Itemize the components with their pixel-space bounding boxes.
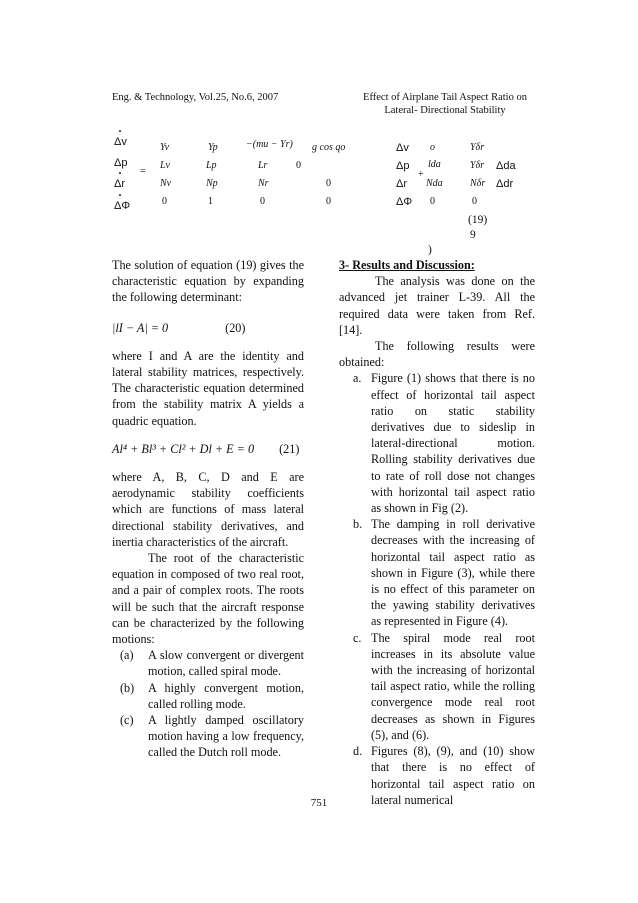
paragraph: The solution of equation (19) gives the characteristic equation by expanding the following determinant: — [112, 258, 304, 305]
list-item-text: Figure (1) shows that there is no effect of horizontal tail aspect ratio on static stability derivatives due to sideslip in lateral-directional motion. Rolling stability derivatives due to rate of roll dose not changes with horizontal tail aspect ratio as shown in Fig (2). — [371, 371, 535, 516]
list-item-text: The damping in roll derivative decreases with the increasing of horizontal tail aspect ratio as shown in Figure (3), while there is no effect of this parameter on the yawing stability derivatives as represented in Figure (4). — [371, 517, 535, 629]
list-item — [339, 370, 535, 516]
journal-header: Eng. & Technology, Vol.25, No.6, 2007 — [112, 92, 279, 103]
paragraph: where I and A are the identity and lateral stability matrices, respectively. The characteristic equation determined from the stability matrix A yields a quadric equation. — [112, 348, 304, 428]
plus-sign: + — [418, 169, 424, 180]
state-vector-entry: ΔΦ — [396, 196, 413, 208]
control-matrix-cell: Yδr — [470, 160, 485, 171]
rudder-input: Δdr — [496, 178, 514, 190]
list-item — [112, 712, 304, 761]
list-marker: (a) — [120, 648, 134, 663]
matrix-cell: 0 — [296, 160, 301, 171]
matrix-cell: Lp — [206, 160, 217, 171]
page-number: 751 — [310, 797, 328, 809]
matrix-cell: 0 — [162, 196, 167, 207]
control-matrix-cell: Yδr — [470, 142, 485, 153]
matrix-cell: Yp — [208, 142, 218, 153]
results-list — [339, 370, 535, 807]
matrix-cell: 0 — [326, 178, 331, 189]
list-marker: (c) — [120, 713, 134, 728]
list-marker: a. — [353, 371, 362, 386]
derivative-dot: · — [118, 188, 123, 202]
paragraph: The root of the characteristic equation in composed of two real root, and a pair of complex roots. The roots will be such that the aircraft response can be characterized by the following motions: — [112, 551, 304, 647]
list-item-text: A lightly damped oscillatory motion having a low frequency, called the Dutch roll mode. — [148, 713, 304, 760]
equation-text: |lI − A| = 0 — [112, 320, 169, 335]
control-matrix-cell: lda — [428, 159, 441, 170]
lhs-dr: Δr — [114, 178, 126, 190]
motion-list — [112, 647, 304, 760]
equation-text: Al⁴ + Bl³ + Cl² + Dl + E = 0 — [112, 441, 255, 456]
section-heading: 3- Results and Discussion: — [339, 258, 475, 272]
state-vector-entry: Δr — [396, 178, 408, 190]
matrix-cell: g cos qo — [312, 142, 346, 153]
lhs-dphi: ΔΦ — [114, 200, 131, 212]
list-item-text: Figures (8), (9), and (10) show that there is no effect of horizontal tail aspect ratio on lateral numerical — [371, 744, 535, 807]
paragraph: The following results were obtained: — [339, 339, 535, 370]
matrix-cell: Yv — [160, 142, 170, 153]
list-item — [112, 647, 304, 679]
right-column — [339, 257, 535, 808]
list-item-text: A slow convergent or divergent motion, called spiral mode. — [148, 648, 304, 679]
paragraph: where A, B, C, D and E are aerodynamic stability coefficients which are functions of mass lateral directional stability derivatives, and inertia characteristics of the aircraft. — [112, 470, 304, 549]
matrix-cell: Nv — [160, 178, 172, 189]
state-vector-entry: Δv — [396, 142, 409, 154]
matrix-cell: Lr — [258, 160, 268, 171]
equation-number-fragment: 9 — [470, 229, 476, 241]
matrix-cell: Lv — [160, 160, 170, 171]
matrix-cell: Nr — [258, 178, 269, 189]
matrix-cell: Np — [206, 178, 218, 189]
control-matrix-cell: Nda — [426, 178, 443, 189]
derivative-dot: · — [118, 124, 123, 138]
left-column — [112, 257, 304, 761]
list-marker: c. — [353, 630, 362, 645]
article-running-title — [360, 91, 530, 117]
list-item-text: The spiral mode real root increases in its absolute value with the increasing of horizontal tail aspect ratio, while the rolling convergence mode real root decreases as shown in Figures (5), and (6). — [371, 630, 535, 742]
derivative-dot: · — [118, 166, 123, 180]
list-marker: d. — [353, 744, 363, 759]
list-marker: (b) — [120, 680, 135, 695]
control-matrix-cell: 0 — [430, 196, 435, 207]
equation-20 — [112, 320, 304, 336]
aileron-input: Δda — [496, 160, 516, 172]
control-matrix-cell: 0 — [472, 196, 477, 207]
equation-number: (20) — [225, 320, 246, 335]
list-marker: b. — [353, 517, 363, 532]
matrix-cell: −(mu − Yr) — [246, 139, 293, 150]
equation-number: (21) — [279, 441, 300, 456]
matrix-cell: 0 — [326, 196, 331, 207]
matrix-cell: 1 — [208, 196, 213, 207]
running-title-line-2: Lateral- Directional Stability — [384, 105, 506, 116]
list-item-text: A highly convergent motion, called rolling mode. — [148, 680, 304, 711]
lhs-dp: Δp — [114, 157, 128, 169]
control-matrix-cell: o — [430, 142, 435, 153]
equals-sign: = — [140, 166, 146, 177]
matrix-cell: 0 — [260, 196, 265, 207]
lhs-dv: Δv — [114, 136, 127, 148]
stray-parenthesis: ) — [428, 244, 432, 256]
state-vector-entry: Δp — [396, 160, 410, 172]
list-item — [339, 516, 535, 629]
paragraph: The analysis was done on the advanced jet trainer L-39. All the required data were taken from Ref. [14]. — [339, 274, 535, 337]
list-item — [339, 630, 535, 743]
equation-21 — [112, 441, 304, 457]
control-matrix-cell: Nδr — [470, 178, 486, 189]
running-title-line-1: Effect of Airplane Tail Aspect Ratio on — [363, 92, 527, 103]
list-item — [112, 680, 304, 712]
equation-number: (19) — [468, 214, 488, 226]
